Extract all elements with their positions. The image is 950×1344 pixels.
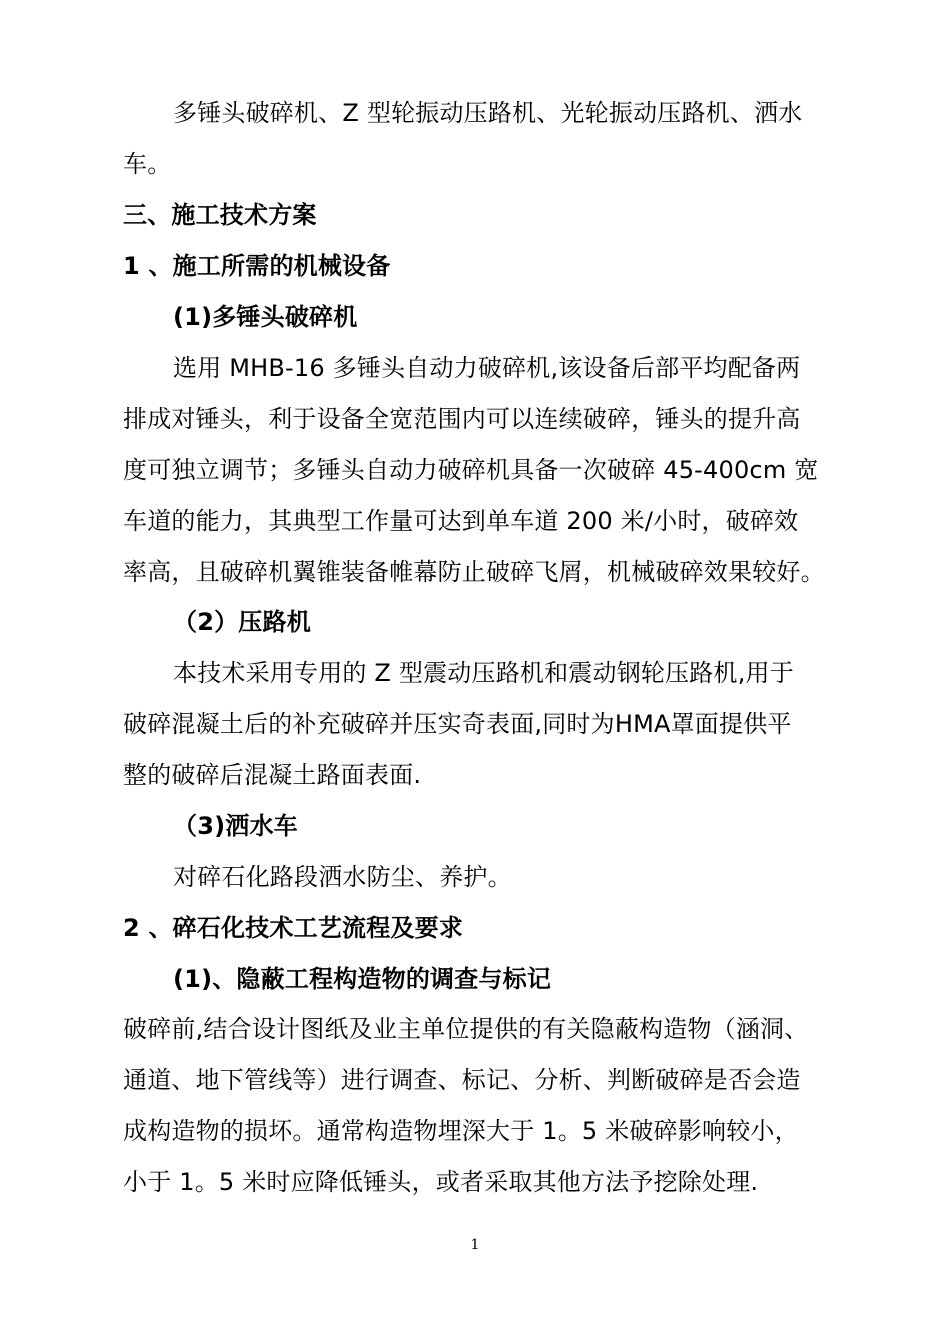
paragraph-line: 选用 MHB-16 多锤头自动力破碎机,该设备后部平均配备两 [173,354,801,382]
item-heading: (1)、隐蔽工程构造物的调查与标记 [173,965,552,993]
item-heading: （2）压路机 [173,608,311,636]
section-heading: 三、施工技术方案 [123,201,317,229]
paragraph-line: 整的破碎后混凝土路面表面. [123,761,422,789]
paragraph-line: 通道、地下管线等）进行调查、标记、分析、判断破碎是否会造 [123,1066,801,1094]
paragraph-line: 排成对锤头，利于设备全宽范围内可以连续破碎，锤头的提升高 [123,405,801,433]
item-heading: （3)洒水车 [173,812,298,840]
paragraph-line: 成构造物的损坏。通常构造物埋深大于 1。5 米破碎影响较小， [123,1117,799,1145]
paragraph-line: 本技术采用专用的 Z 型震动压路机和震动钢轮压路机,用于 [173,659,794,687]
paragraph-line: 率高，且破碎机翼锥装备帷幕防止破碎飞屑，机械破碎效果较好。 [123,558,825,586]
paragraph-line: 破碎前,结合设计图纸及业主单位提供的有关隐蔽构造物（涵洞、 [123,1015,809,1043]
paragraph-line: 车道的能力，其典型工作量可达到单车道 200 米/小时，破碎效 [123,507,799,535]
paragraph-line: 车。 [123,150,172,178]
paragraph-line: 小于 1。5 米时应降低锤头，或者采取其他方法予挖除处理. [123,1168,759,1196]
paragraph-line: 对碎石化路段洒水防尘、养护。 [173,863,512,891]
item-heading: (1)多锤头破碎机 [173,303,358,331]
paragraph-line: 度可独立调节；多锤头自动力破碎机具备一次破碎 45-400cm 宽 [123,456,819,484]
subsection-heading: 1 、施工所需的机械设备 [123,252,391,280]
paragraph-line: 破碎混凝土后的补充破碎并压实奇表面,同时为HMA罩面提供平 [123,710,792,738]
page-number: 1 [470,1237,480,1253]
paragraph-line: 多锤头破碎机、Z 型轮振动压路机、光轮振动压路机、洒水 [173,99,803,127]
subsection-heading: 2 、碎石化技术工艺流程及要求 [123,914,464,942]
